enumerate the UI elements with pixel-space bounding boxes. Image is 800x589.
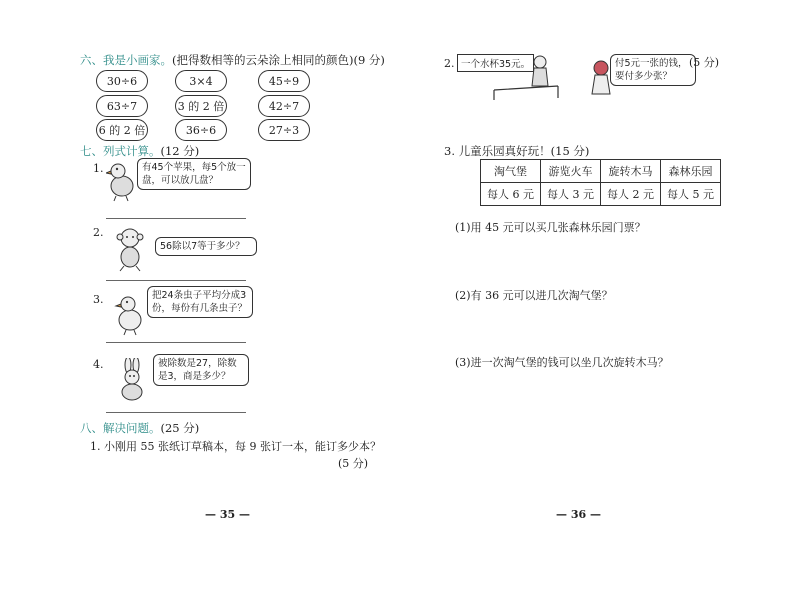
q2-bubble: 付5元一张的钱，要付多少张？ bbox=[610, 54, 696, 86]
monkey-icon bbox=[112, 226, 148, 272]
cloud-8[interactable]: 36÷6 bbox=[175, 119, 227, 141]
price-table-header: 旋转木马 bbox=[601, 160, 661, 183]
page-number-left: — 35 — bbox=[205, 508, 250, 521]
q2-price-tag: 一个水杯35元。 bbox=[457, 54, 534, 72]
page-number-right: — 36 — bbox=[556, 508, 601, 521]
item-4-answer-line[interactable] bbox=[106, 412, 246, 413]
item-4-bubble: 被除数是27，除数是3，商是多少？ bbox=[153, 354, 249, 386]
rabbit-icon bbox=[116, 358, 148, 402]
item-3-answer-line[interactable] bbox=[106, 342, 246, 343]
price-table-header: 森林乐园 bbox=[661, 160, 721, 183]
q3-heading bbox=[444, 143, 589, 159]
item-3-number: 3. bbox=[93, 293, 104, 306]
cloud-7[interactable]: 6 的 2 倍 bbox=[96, 119, 148, 141]
duck-icon bbox=[106, 160, 136, 202]
cloud-9[interactable]: 27÷3 bbox=[258, 119, 310, 141]
chick-icon bbox=[114, 294, 146, 336]
q2-score: (5 分) bbox=[689, 56, 720, 69]
cloud-1[interactable]: 30÷6 bbox=[96, 70, 148, 92]
price-table-cell: 每人 6 元 bbox=[481, 183, 541, 206]
section-6-heading bbox=[80, 52, 385, 68]
section-8-question-1-score: (5 分) bbox=[338, 457, 369, 470]
q3-title: 3. 儿童乐园真好玩！ bbox=[444, 144, 551, 158]
item-3-bubble: 把24条虫子平均分成3份，每份有几条虫子？ bbox=[147, 286, 253, 318]
section-8-score: (25 分) bbox=[160, 421, 200, 435]
cloud-3[interactable]: 45÷9 bbox=[258, 70, 310, 92]
section-7-title: 七、列式计算。 bbox=[80, 144, 161, 158]
q2-number: 2. bbox=[444, 57, 455, 70]
item-4-number: 4. bbox=[93, 358, 104, 371]
section-6-title: 六、我是小画家。 bbox=[80, 53, 172, 67]
price-table-cell: 每人 2 元 bbox=[601, 183, 661, 206]
section-8-title: 八、解决问题。 bbox=[80, 421, 161, 435]
cloud-4[interactable]: 63÷7 bbox=[96, 95, 148, 117]
price-table-cell: 每人 5 元 bbox=[661, 183, 721, 206]
item-1-number: 1. bbox=[93, 162, 104, 175]
price-table-cell: 每人 3 元 bbox=[541, 183, 601, 206]
q3-score: (15 分) bbox=[550, 144, 590, 158]
q3-sub-1: (1)用 45 元可以买几张森林乐园门票？ bbox=[455, 221, 646, 234]
section-7-score: (12 分) bbox=[160, 144, 200, 158]
item-1-answer-line[interactable] bbox=[106, 218, 246, 219]
q3-sub-3: (3)进一次淘气堡的钱可以坐几次旋转木马？ bbox=[455, 356, 669, 369]
q3-sub-2: (2)有 36 元可以进几次淘气堡？ bbox=[455, 289, 613, 302]
section-7-heading bbox=[80, 143, 199, 159]
item-2-answer-line[interactable] bbox=[106, 280, 246, 281]
section-8-question-1: 1. 小刚用 55 张纸订草稿本，每 9 张订一本，能订多少本？ bbox=[90, 440, 381, 453]
section-6-instruction: (把得数相等的云朵涂上相同的颜色)(9 分) bbox=[172, 53, 385, 67]
price-table-header: 游览火车 bbox=[541, 160, 601, 183]
price-table-header: 淘气堡 bbox=[481, 160, 541, 183]
price-table-header-row bbox=[481, 160, 721, 183]
cloud-5[interactable]: 3 的 2 倍 bbox=[175, 95, 227, 117]
item-2-number: 2. bbox=[93, 226, 104, 239]
item-1-bubble: 有45个苹果，每5个放一盘，可以放几盘？ bbox=[137, 158, 251, 190]
item-2-bubble: 56除以7等于多少？ bbox=[155, 237, 257, 256]
cloud-6[interactable]: 42÷7 bbox=[258, 95, 310, 117]
price-table bbox=[480, 159, 721, 206]
section-8-heading bbox=[80, 420, 199, 436]
price-table-price-row bbox=[481, 183, 721, 206]
cloud-2[interactable]: 3×4 bbox=[175, 70, 227, 92]
